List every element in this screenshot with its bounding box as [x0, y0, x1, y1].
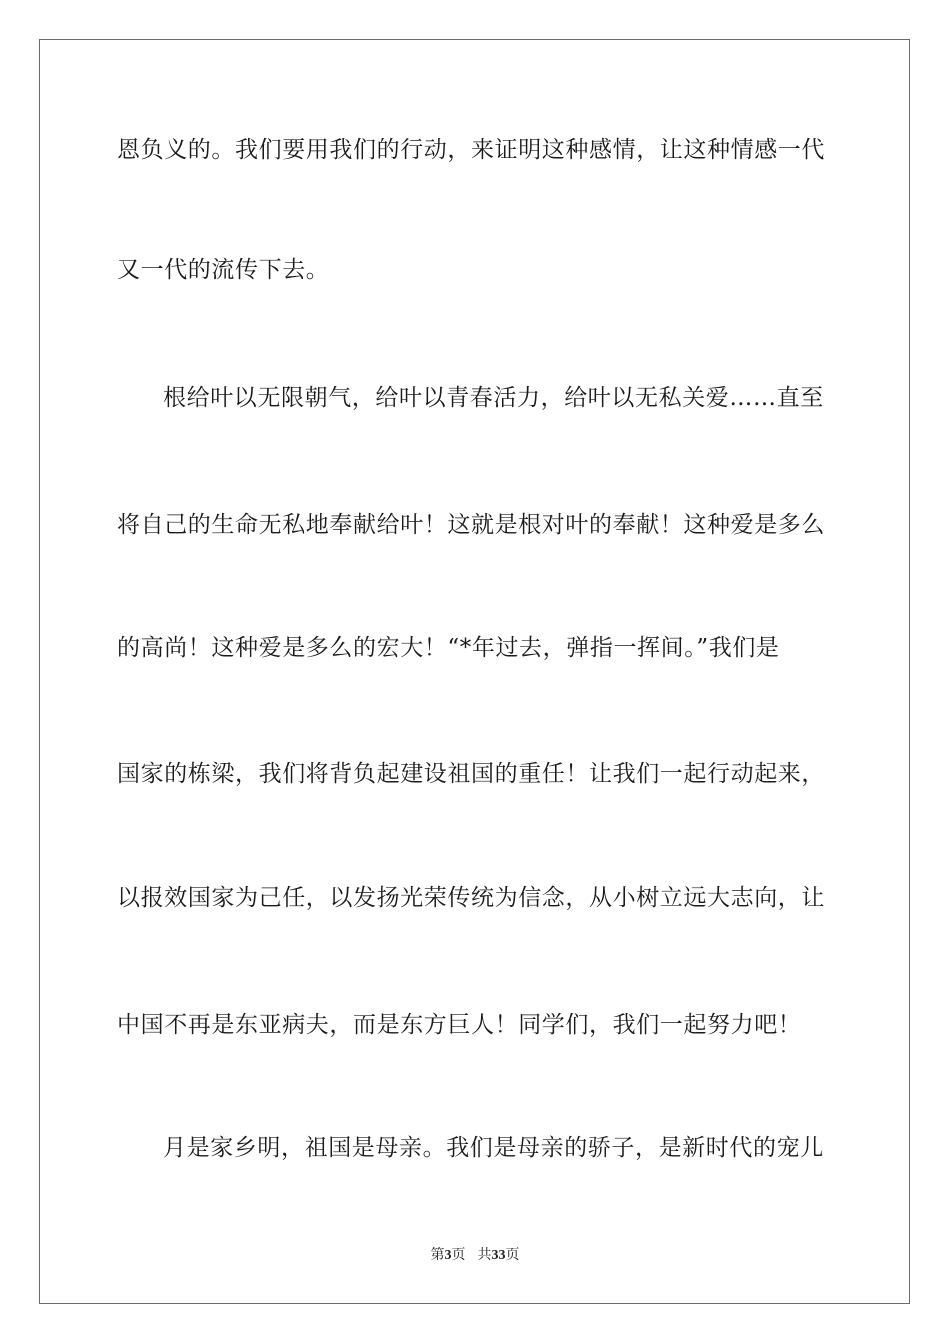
total-pages: 33	[491, 1248, 506, 1263]
total-prefix: 共	[477, 1248, 492, 1263]
page-border	[39, 39, 910, 1304]
text-line-9: 月是家乡明，祖国是母亲。我们是母亲的骄子，是新时代的宠儿	[163, 1135, 824, 1161]
text-line-6: 国家的栋梁，我们将背负起建设祖国的重任！让我们一起行动起来，	[117, 761, 825, 787]
text-line-5: 的高尚！这种爱是多么的宏大！“*年过去，弹指一挥间。”我们是	[117, 635, 780, 661]
page-prefix: 第	[430, 1248, 445, 1263]
page-suffix: 页	[451, 1248, 466, 1263]
text-line-1: 恩负义的。我们要用我们的行动，来证明这种感情，让这种情感一代	[117, 137, 825, 163]
page-number: 3	[444, 1248, 452, 1263]
total-suffix: 页	[505, 1248, 520, 1263]
text-line-7: 以报效国家为己任，以发扬光荣传统为信念，从小树立远大志向，让	[117, 885, 825, 911]
text-line-4: 将自己的生命无私地奉献给叶！这就是根对叶的奉献！这种爱是多么	[117, 512, 825, 538]
text-line-3: 根给叶以无限朝气，给叶以青春活力，给叶以无私关爱……直至	[163, 385, 824, 411]
page-footer	[0, 1247, 950, 1265]
text-line-2: 又一代的流传下去。	[117, 257, 330, 283]
text-line-8: 中国不再是东亚病夫，而是东方巨人！同学们，我们一起努力吧！	[117, 1012, 802, 1038]
